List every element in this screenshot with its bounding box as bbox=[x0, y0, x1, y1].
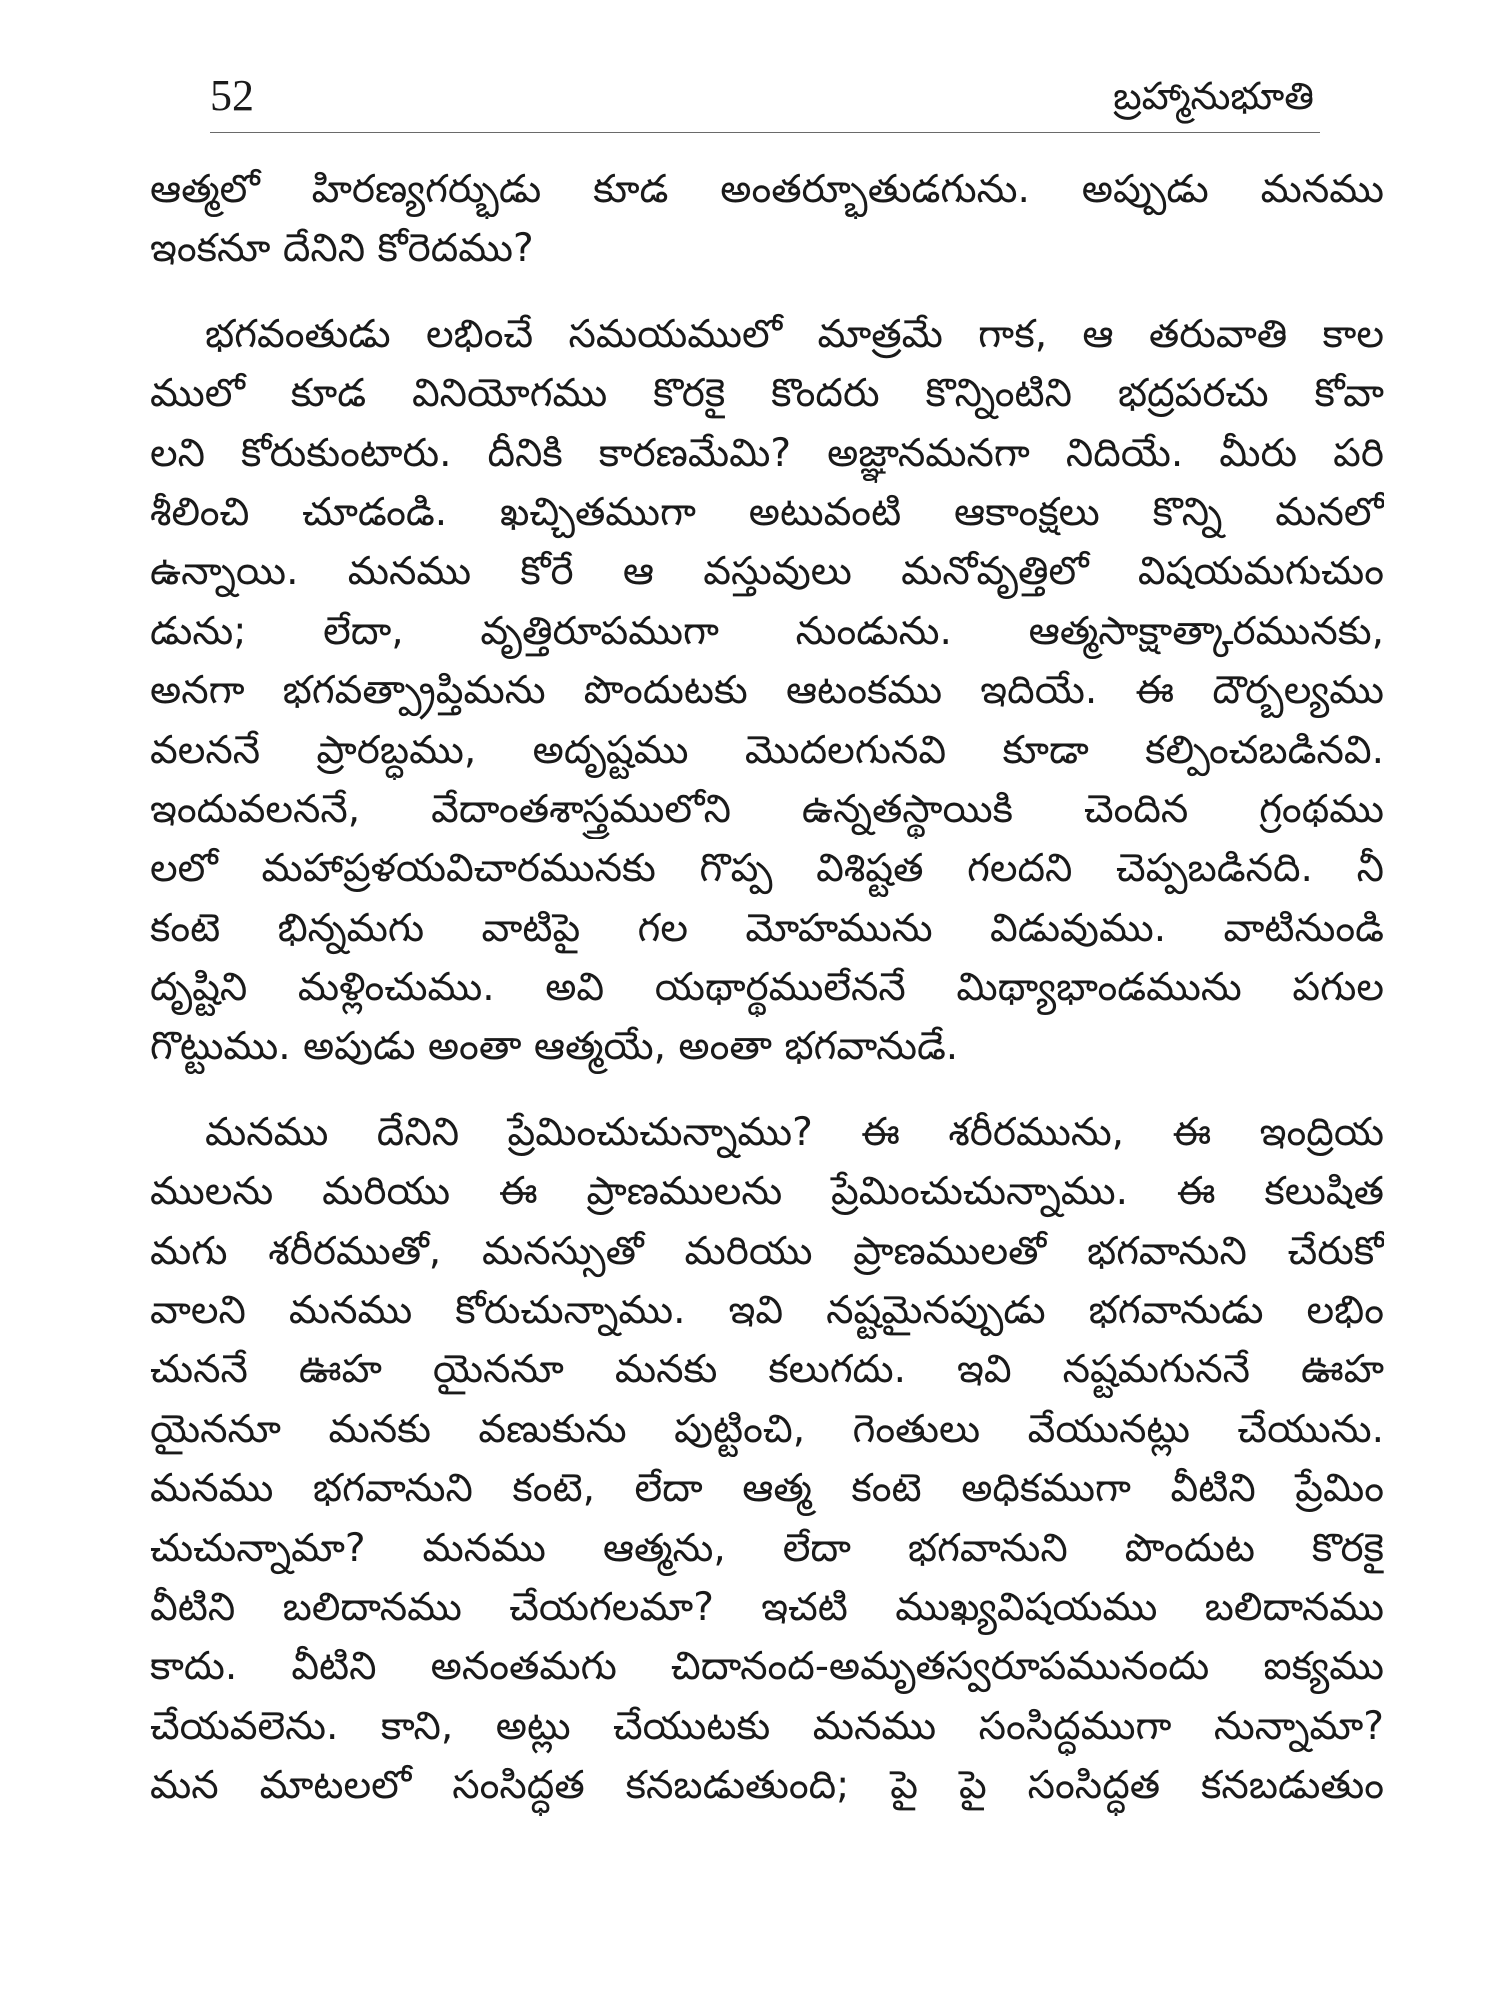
body-text bbox=[150, 160, 1384, 1816]
text-line: వాలని మనము కోరుచున్నాము. ఇవి నష్టమైనప్పుడు భగవానుడు లభిం bbox=[150, 1288, 1384, 1334]
text-line: మన మాటలలో సంసిద్ధత కనబడుతుంది; పై పై సంసిద్ధత కనబడుతుం bbox=[150, 1763, 1384, 1809]
text-line: ములను మరియు ఈ ప్రాణములను ప్రేమించుచున్నాము. ఈ కలుషిత bbox=[150, 1169, 1384, 1215]
text-line: ఉన్నాయి. మనము కోరే ఆ వస్తువులు మనోవృత్తిలో విషయమగుచుం bbox=[150, 549, 1384, 595]
text-line: మనము భగవానుని కంటె, లేదా ఆత్మ కంటె అధికముగా వీటిని ప్రేమిం bbox=[150, 1466, 1384, 1512]
text-line: వీటిని బలిదానము చేయగలమా? ఇచటి ముఖ్యవిషయము బలిదానము bbox=[150, 1584, 1384, 1630]
text-line: దృష్టిని మళ్లించుము. అవి యథార్థములేననే మిథ్యాభాండమును పగుల bbox=[150, 965, 1384, 1011]
text-line: ఆత్మలో హిరణ్యగర్భుడు కూడ అంతర్భూతుడగును. అప్పుడు మనము bbox=[150, 167, 1384, 212]
text-line: శీలించి చూడండి. ఖచ్చితముగా అటువంటి ఆకాంక్షలు కొన్ని మనలో bbox=[150, 489, 1384, 535]
text-line: గొట్టుము. అపుడు అంతా ఆత్మయే, అంతా భగవానుడే. bbox=[150, 1024, 959, 1070]
text-line: కాదు. వీటిని అనంతమగు చిదానంద-అమృతస్వరూపమునందు ఐక్యము bbox=[150, 1644, 1384, 1690]
text-line: ములో కూడ వినియోగము కొరకై కొందరు కొన్నింటిని భద్రపరచు కోవా bbox=[150, 371, 1384, 417]
text-line: చుననే ఊహ యైననూ మనకు కలుగదు. ఇవి నష్టమగుననే ఊహ bbox=[150, 1347, 1384, 1393]
page-number: 52 bbox=[210, 71, 254, 120]
paragraph bbox=[150, 305, 1384, 1077]
book-title: బ్రహ్మానుభూతి bbox=[1113, 74, 1314, 118]
text-line: యైననూ మనకు వణుకును పుట్టించి, గెంతులు వేయునట్లు చేయును. bbox=[150, 1406, 1384, 1452]
text-line: లలో మహాప్రళయవిచారమునకు గొప్ప విశిష్టత గలదని చెప్పబడినది. నీ bbox=[150, 846, 1384, 892]
text-line: చేయవలెను. కాని, అట్లు చేయుటకు మనము సంసిద్ధముగా నున్నామా? bbox=[150, 1703, 1384, 1749]
text-line: భగవంతుడు లభించే సమయములో మాత్రమే గాక, ఆ తరువాతి కాల bbox=[205, 311, 1384, 357]
text-line: లని కోరుకుంటారు. దీనికి కారణమేమి? అజ్ఞానమనగా నిదియే. మీరు పరి bbox=[150, 430, 1384, 476]
text-line: కంటె భిన్నమగు వాటిపై గల మోహమును విడువుము. వాటినుండి bbox=[150, 905, 1384, 951]
text-line: ఇందువలననే, వేదాంతశాస్త్రములోని ఉన్నతస్థాయికి చెందిన గ్రంథము bbox=[150, 786, 1384, 832]
text-line: మనము దేనిని ప్రేమించుచున్నాము? ఈ శరీరమును, ఈ ఇంద్రియ bbox=[205, 1109, 1384, 1155]
text-line: మగు శరీరముతో, మనస్సుతో మరియు ప్రాణములతో భగవానుని చేరుకో bbox=[150, 1228, 1384, 1274]
text-line: ఇంకనూ దేనిని కోరెదము? bbox=[150, 226, 534, 272]
paragraph bbox=[150, 160, 1384, 279]
text-line: చుచున్నామా? మనము ఆత్మను, లేదా భగవానుని పొందుట కొరకై bbox=[150, 1525, 1384, 1571]
paragraph bbox=[150, 1103, 1384, 1816]
text-line: డును; లేదా, వృత్తిరూపముగా నుండును. ఆత్మసాక్షాత్కారమునకు, bbox=[150, 608, 1384, 654]
running-head bbox=[210, 66, 1320, 133]
text-line: వలననే ప్రారబ్ధము, అదృష్టము మొదలగునవి కూడా కల్పించబడినవి. bbox=[150, 727, 1384, 773]
text-line: అనగా భగవత్ప్రాప్తిమను పొందుటకు ఆటంకము ఇదియే. ఈ దౌర్బల్యము bbox=[150, 668, 1384, 714]
